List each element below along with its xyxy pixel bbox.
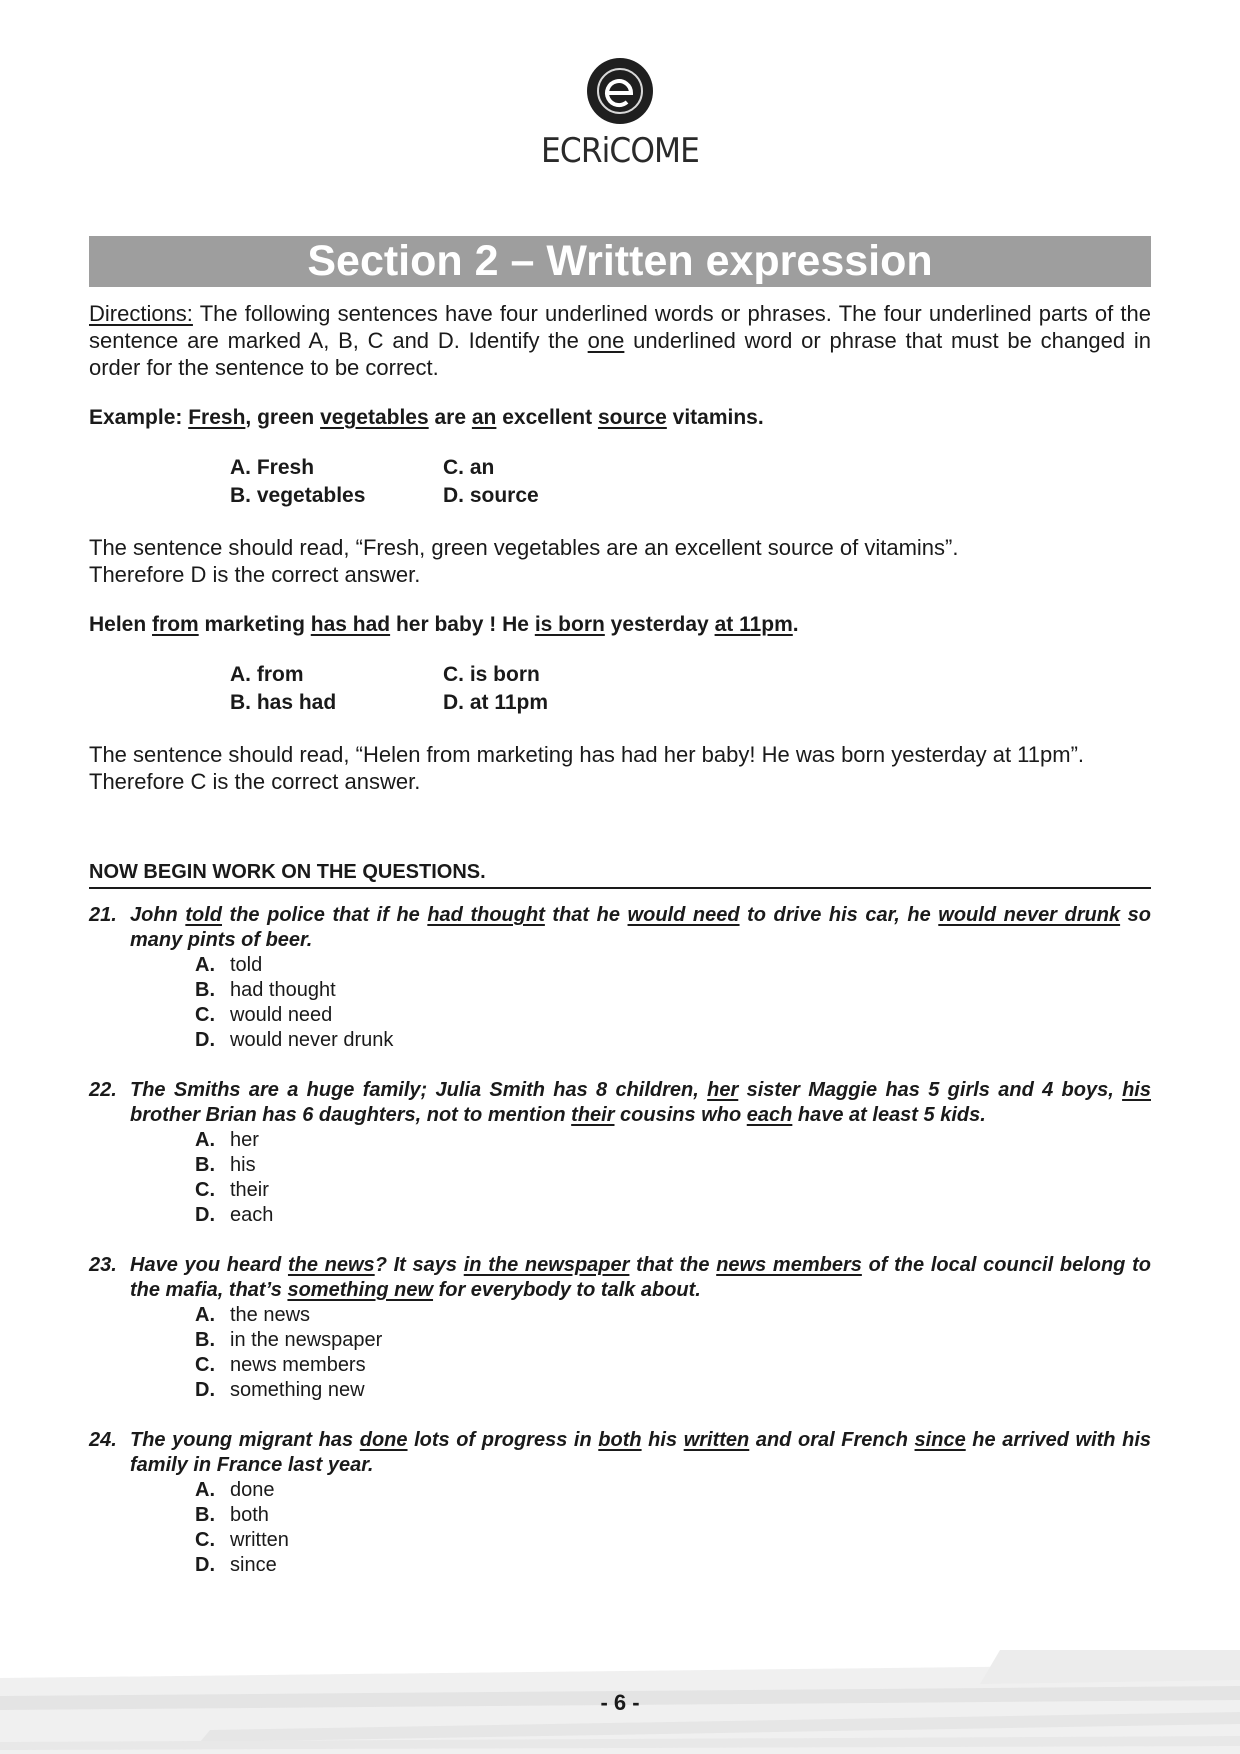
option-c[interactable]: C. written [195, 1529, 289, 1551]
option-a[interactable]: A. her [195, 1129, 259, 1151]
section-title: Section 2 – Written expression [89, 236, 1151, 287]
option-d[interactable]: D. something new [195, 1379, 365, 1401]
example-explanation-1: The sentence should read, “Fresh, green vegetables are an excellent source of vitamins”. Therefore D is the correct answer. [89, 535, 959, 587]
question-23: 23. Have you heard the news? It says in the newspaper that the news members of the local council belong to the mafia, that’s something new for everybody to talk about. A. the news B. in the newspaper C. news members D. something new [89, 1254, 1151, 1401]
question-24: 24. The young migrant has done lots of progress in both his written and oral French since he arrived with his family in France last year. A. done B. both C. written D. since [89, 1429, 1152, 1576]
answer-options [195, 1128, 1151, 1228]
logo-e-icon [587, 58, 653, 124]
option-b[interactable]: B. his [195, 1154, 256, 1176]
example-choices-1: A. Fresh C. an B. vegetables D. source [230, 456, 539, 507]
option-d[interactable]: D. since [195, 1554, 277, 1576]
example-sentence-1: Example: Fresh, green vegetables are an excellent source vitamins. [89, 406, 764, 429]
directions: Directions: The following sentences have four underlined words or phrases. The four underlined parts of the sentence are marked A, B, C and D. Identify the one underlined word or phrase that must be changed in order for the sentence to be correct. [89, 301, 1151, 380]
option-c[interactable]: C. news members [195, 1354, 366, 1376]
option-a[interactable]: A. told [195, 954, 263, 976]
option-a[interactable]: A. the news [195, 1304, 311, 1326]
directions-emphasis: one [587, 328, 625, 353]
question-21: 21. John told the police that if he had thought that he would need to drive his car, he would never drunk so many pints of beer. A. told B. had thought C. would need D. would never drunk [89, 904, 1151, 1051]
option-d[interactable]: D. would never drunk [195, 1029, 394, 1051]
option-b[interactable]: B. both [195, 1504, 269, 1526]
logo-wordmark: ECRiCOME [541, 131, 699, 171]
answer-options [195, 953, 1151, 1053]
page-number: - 6 - [600, 1690, 640, 1715]
answer-options [195, 1303, 1151, 1403]
option-b[interactable]: B. in the newspaper [195, 1329, 383, 1351]
answer-options [195, 1478, 1151, 1578]
example-explanation-2: The sentence should read, “Helen from marketing has had her baby! He was born yesterday at 11pm”. Therefore C is the correct answer. [89, 742, 1085, 794]
option-b[interactable]: B. had thought [195, 979, 336, 1001]
option-c[interactable]: C. would need [195, 1004, 333, 1026]
question-22: 22. The Smiths are a huge family; Julia Smith has 8 children, her sister Maggie has 5 girls and 4 boys, his brother Brian has 6 daughters, not to mention their cousins who each have at least 5 kids. A. her B. his C. their D. each [89, 1079, 1151, 1226]
instructions-heading: NOW BEGIN WORK ON THE QUESTIONS. [89, 861, 1151, 889]
option-c[interactable]: C. their [195, 1179, 269, 1201]
directions-label: Directions: [89, 301, 193, 326]
ecricome-logo [0, 58, 1240, 171]
example-choices-2: A. from C. is born B. has had D. at 11pm [230, 663, 549, 714]
example-sentence-2: Helen from marketing has had her baby ! He is born yesterday at 11pm. [89, 613, 799, 636]
option-d[interactable]: D. each [195, 1204, 274, 1226]
option-a[interactable]: A. done [195, 1479, 275, 1501]
question-list [89, 903, 1151, 1578]
